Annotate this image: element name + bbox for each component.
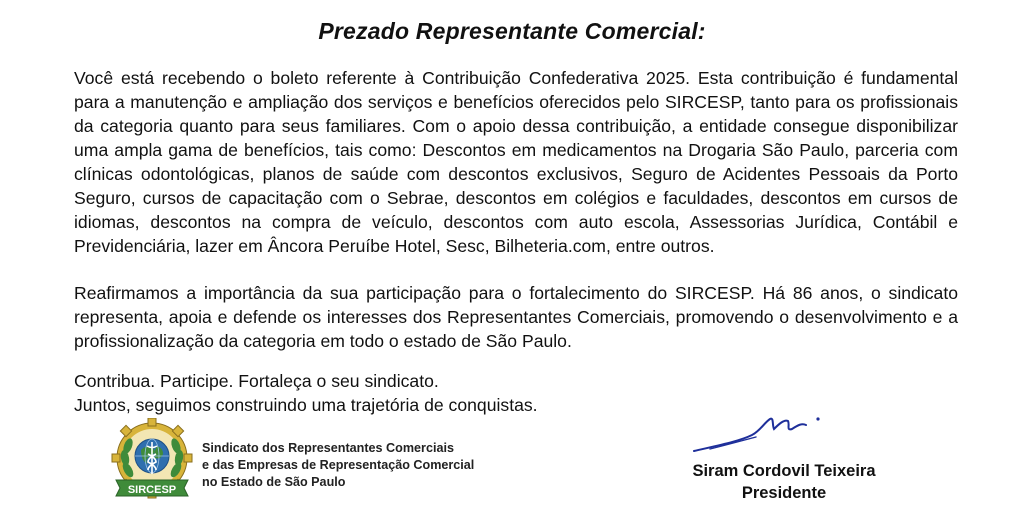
closing-line-1: Contribua. Participe. Fortaleça o seu sindicato. <box>74 371 439 391</box>
signer-name: Siram Cordovil Teixeira <box>692 462 876 480</box>
organization-line-2: e das Empresas de Representação Comercial <box>202 458 475 472</box>
closing-line-2: Juntos, seguimos construindo uma trajetória de conquistas. <box>74 395 538 415</box>
organization-name <box>202 440 474 491</box>
handwritten-signature <box>690 405 830 455</box>
organization-line-1: Sindicato dos Representantes Comerciais <box>202 441 454 455</box>
body-paragraph-2: Reafirmamos a importância da sua participação para o fortalecimento do SIRCESP. Há 86 anos, o sindicato representa, apoia e defende os interesses dos Representantes Comerciais, promovendo o desenvolvimento e a profissionalização da categoria em todo o estado de São Paulo. <box>74 283 958 351</box>
letter-title: Prezado Representante Comercial: <box>318 18 706 44</box>
signer-block <box>664 460 904 504</box>
signer-role: Presidente <box>741 484 827 502</box>
organization-line-3: no Estado de São Paulo <box>202 475 346 489</box>
logo-text: SIRCESP <box>127 484 177 496</box>
sircesp-logo <box>110 418 194 502</box>
body-paragraph-1: Você está recebendo o boleto referente à Contribuição Confederativa 2025. Esta contribuição é fundamental para a manutenção e ampliação dos serviços e benefícios oferecidos pelo SIRCESP, tanto para os profissionais da categoria quanto para seus familiares. Com o apoio dessa contribuição, a entidade consegue disponibilizar uma ampla gama de benefícios, tais como: Descontos em medicamentos na Drogaria São Paulo, parceria com clínicas odontológicas, planos de saúde com descontos exclusivos, Seguro de Acidentes Pessoais da Porto Seguro, cursos de capacitação com o Sebrae, descontos em colégios e faculdades, descontos em cursos de idiomas, descontos na compra de veículo, descontos com auto escola, Assessorias Jurídica, Contábil e Previdenciária, lazer em Âncora Peruíbe Hotel, Sesc, Bilheteria.com, entre outros. <box>74 68 958 256</box>
